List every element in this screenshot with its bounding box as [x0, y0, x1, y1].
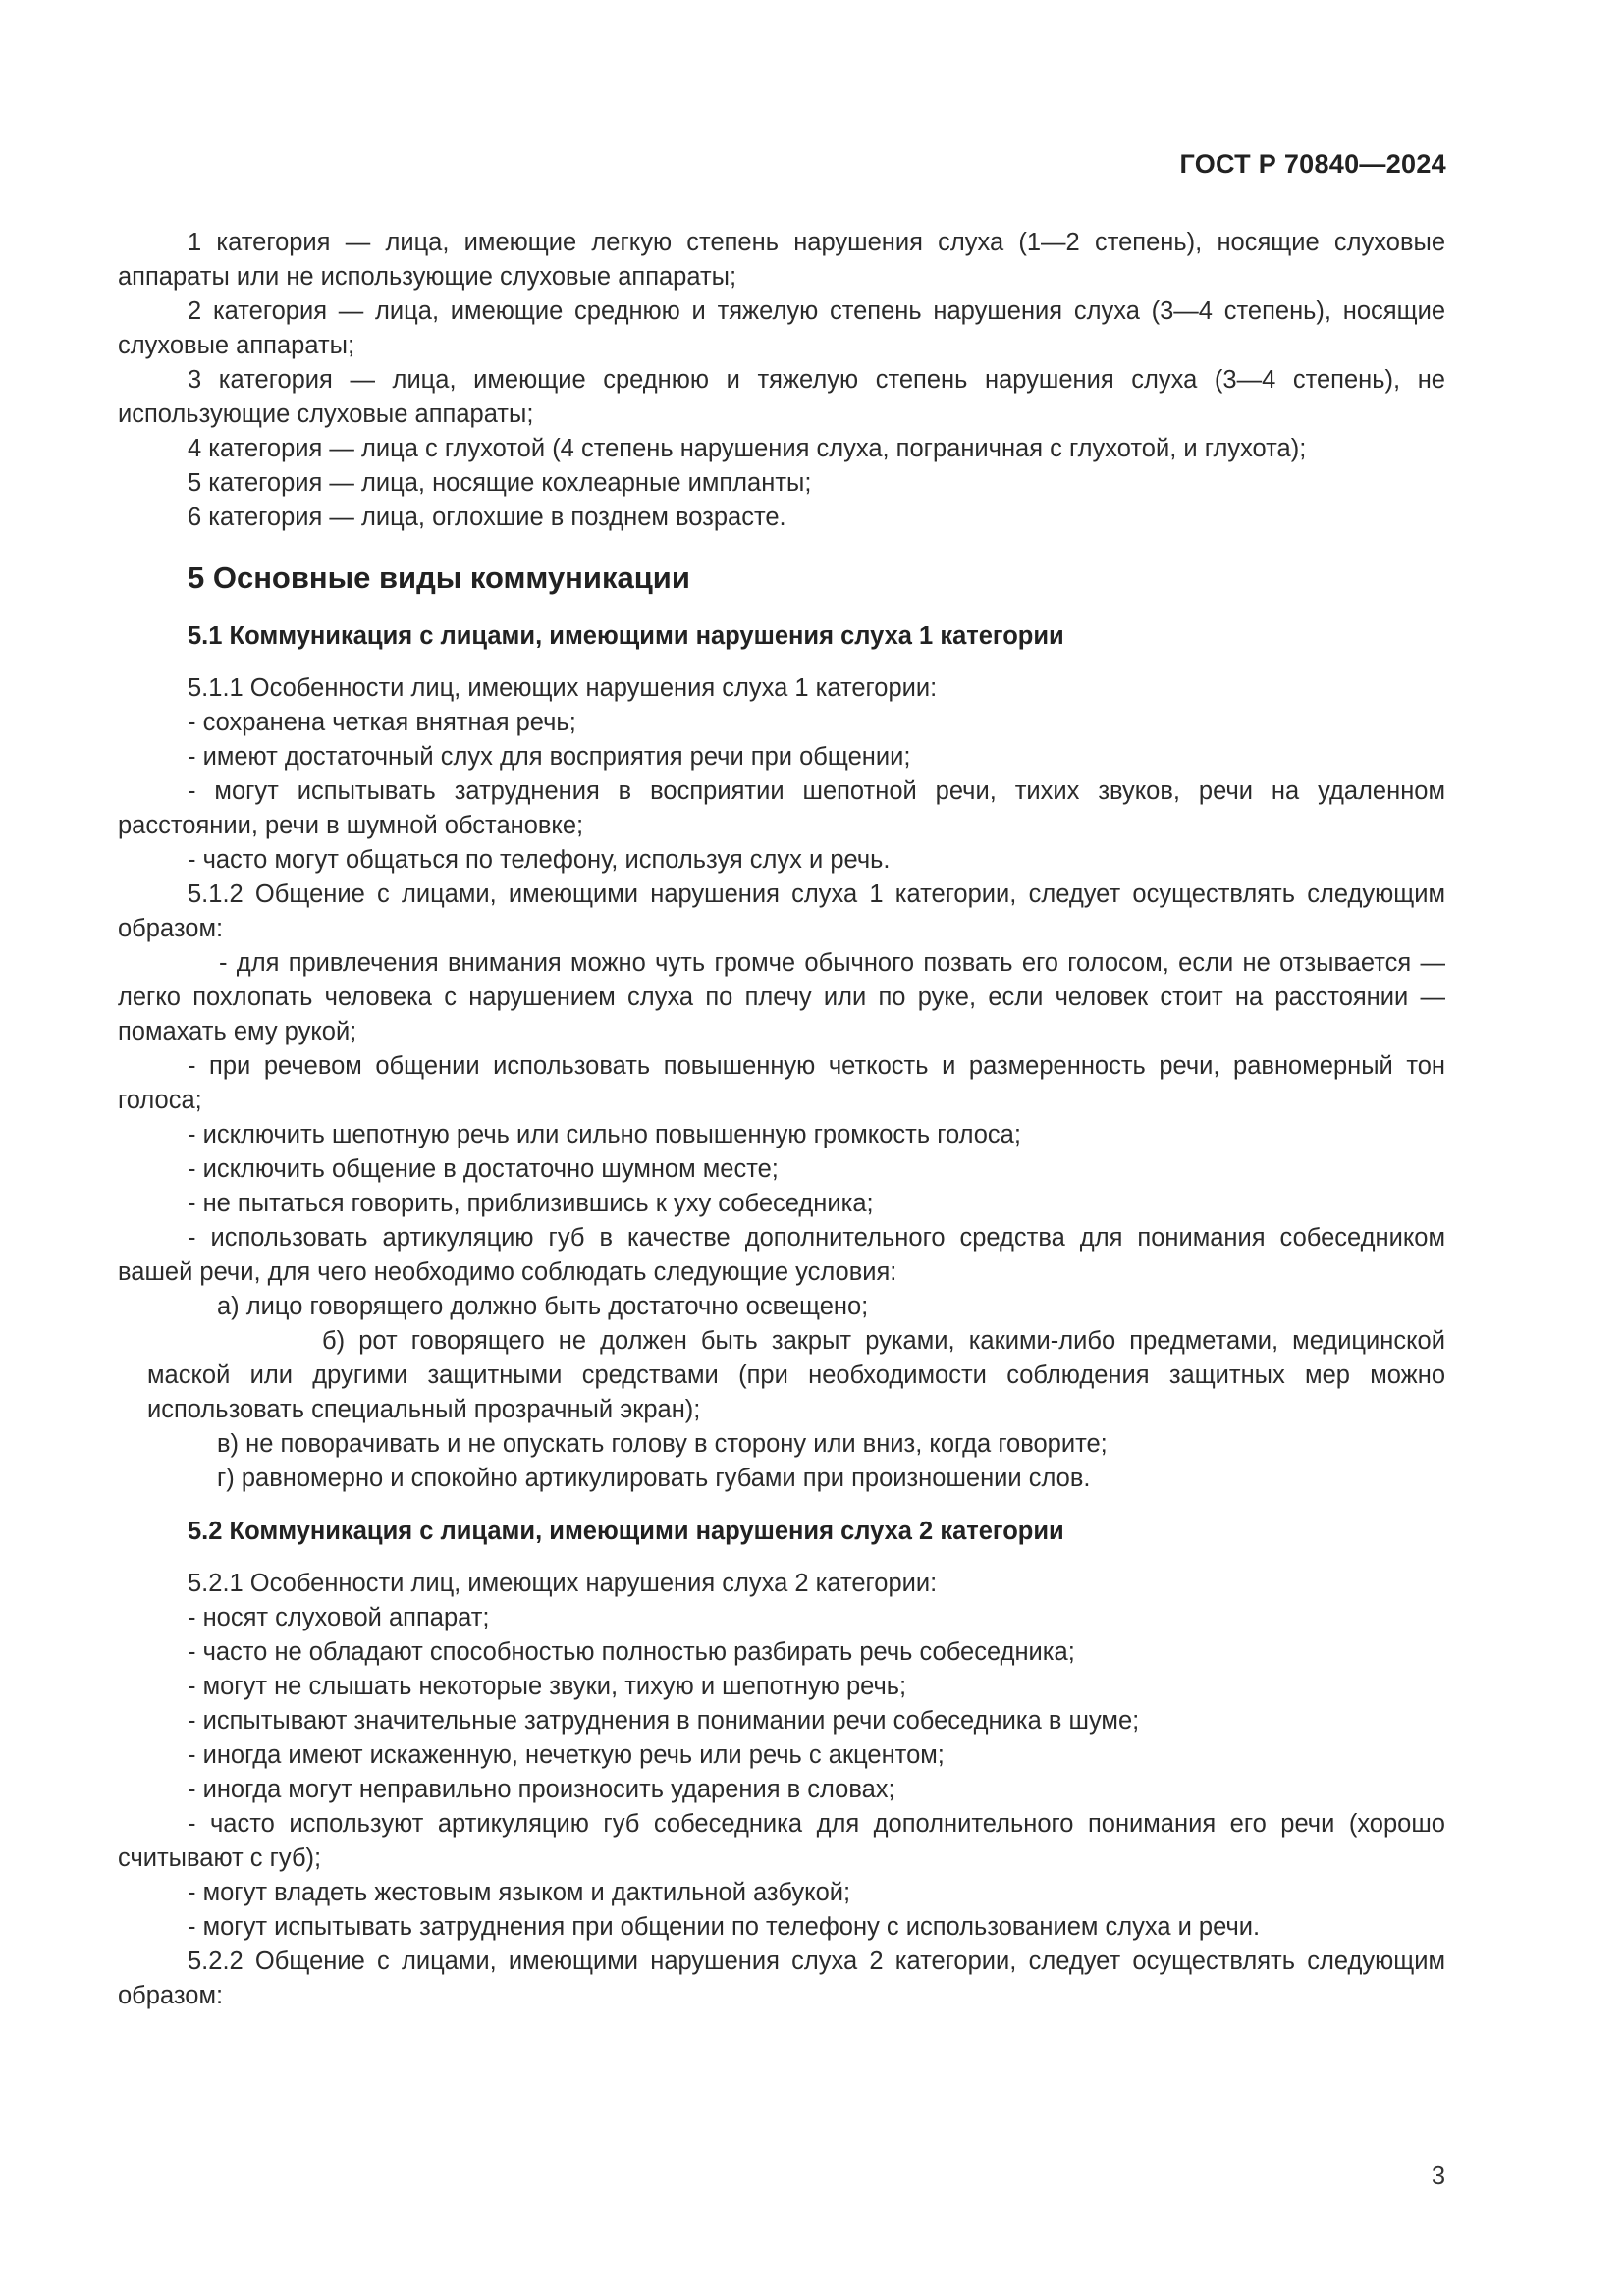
list-item: - для привлечения внимания можно чуть громче обычного позвать его голосом, если не отзывается — легко похлопать человека с нарушением слуха по плечу или по руке, если человек стоит на расстоянии — помахать ему рукой; [118, 949, 1445, 1045]
list-item: - не пытаться говорить, приблизившись к уху собеседника; [188, 1190, 874, 1217]
section-5-1-heading: 5.1 Коммуникация с лицами, имеющими нарушения слуха 1 категории [188, 622, 1064, 650]
list-item: - могут испытывать затруднения при общении по телефону с использованием слуха и речи. [188, 1913, 1261, 1941]
list-item: - часто не обладают способностью полностью разбирать речь собеседника; [188, 1638, 1075, 1666]
list-item: - использовать артикуляцию губ в качестве дополнительного средства для понимания собеседником вашей речи, для чего необходимо соблюдать следующие условия: [118, 1224, 1445, 1286]
list-item: - сохранена четкая внятная речь; [188, 709, 576, 736]
condition-item: г) равномерно и спокойно артикулировать губами при произношении слов. [217, 1465, 1091, 1492]
list-item: - исключить шепотную речь или сильно повышенную громкость голоса; [188, 1121, 1021, 1148]
list-item: - иногда могут неправильно произносить ударения в словах; [188, 1776, 895, 1803]
list-item: - при речевом общении использовать повышенную четкость и размеренность речи, равномерный тон голоса; [118, 1052, 1445, 1114]
category-paragraph: 4 категория — лица с глухотой (4 степень нарушения слуха, пограничная с глухотой, и глухота); [188, 435, 1307, 462]
section-5-2-heading: 5.2 Коммуникация с лицами, имеющими нарушения слуха 2 категории [188, 1518, 1064, 1545]
clause-5-1-1: 5.1.1 Особенности лиц, имеющих нарушения слуха 1 категории: [188, 674, 938, 702]
condition-item: б) рот говорящего не должен быть закрыт руками, какими-либо предметами, медицинской маской или другими защитными средствами (при необходимости соблюдения защитных мер можно использовать специальный прозрачный экран); [147, 1327, 1445, 1423]
category-paragraph: 6 категория — лица, оглохшие в позднем возрасте. [188, 504, 786, 531]
list-item: - исключить общение в достаточно шумном месте; [188, 1155, 779, 1183]
page-number: 3 [1431, 2163, 1445, 2190]
category-paragraph: 2 категория — лица, имеющие среднюю и тяжелую степень нарушения слуха (3—4 степень), носящие слуховые аппараты; [118, 297, 1445, 359]
list-item: - носят слуховой аппарат; [188, 1604, 490, 1631]
list-item: - часто используют артикуляцию губ собеседника для дополнительного понимания его речи (хорошо считывают с губ); [118, 1810, 1445, 1872]
section-5-heading: 5 Основные виды коммуникации [188, 561, 690, 595]
clause-5-1-2: 5.1.2 Общение с лицами, имеющими нарушения слуха 1 категории, следует осуществлять следующим образом: [118, 881, 1445, 942]
category-paragraph: 1 категория — лица, имеющие легкую степень нарушения слуха (1—2 степень), носящие слуховые аппараты или не использующие слуховые аппараты; [118, 229, 1445, 291]
list-item: - могут испытывать затруднения в восприятии шепотной речи, тихих звуков, речи на удаленном расстоянии, речи в шумной обстановке; [118, 777, 1445, 839]
list-item: - часто могут общаться по телефону, используя слух и речь. [188, 846, 891, 874]
clause-5-2-1: 5.2.1 Особенности лиц, имеющих нарушения слуха 2 категории: [188, 1570, 938, 1597]
category-paragraph: 3 категория — лица, имеющие среднюю и тяжелую степень нарушения слуха (3—4 степень), не использующие слуховые аппараты; [118, 366, 1445, 428]
list-item: - имеют достаточный слух для восприятия речи при общении; [188, 743, 911, 771]
list-item: - испытывают значительные затруднения в понимании речи собеседника в шуме; [188, 1707, 1140, 1735]
list-item: - иногда имеют искаженную, нечеткую речь или речь с акцентом; [188, 1741, 945, 1769]
document-code-header: ГОСТ Р 70840—2024 [1179, 149, 1446, 179]
condition-item: в) не поворачивать и не опускать голову в сторону или вниз, когда говорите; [217, 1430, 1108, 1458]
clause-5-2-2: 5.2.2 Общение с лицами, имеющими нарушения слуха 2 категории, следует осуществлять следующим образом: [118, 1948, 1445, 2009]
condition-item: а) лицо говорящего должно быть достаточно освещено; [217, 1293, 869, 1320]
document-body [118, 226, 1445, 2013]
category-paragraph: 5 категория — лица, носящие кохлеарные импланты; [188, 469, 812, 497]
list-item: - могут не слышать некоторые звуки, тихую и шепотную речь; [188, 1673, 907, 1700]
list-item: - могут владеть жестовым языком и дактильной азбукой; [188, 1879, 851, 1906]
